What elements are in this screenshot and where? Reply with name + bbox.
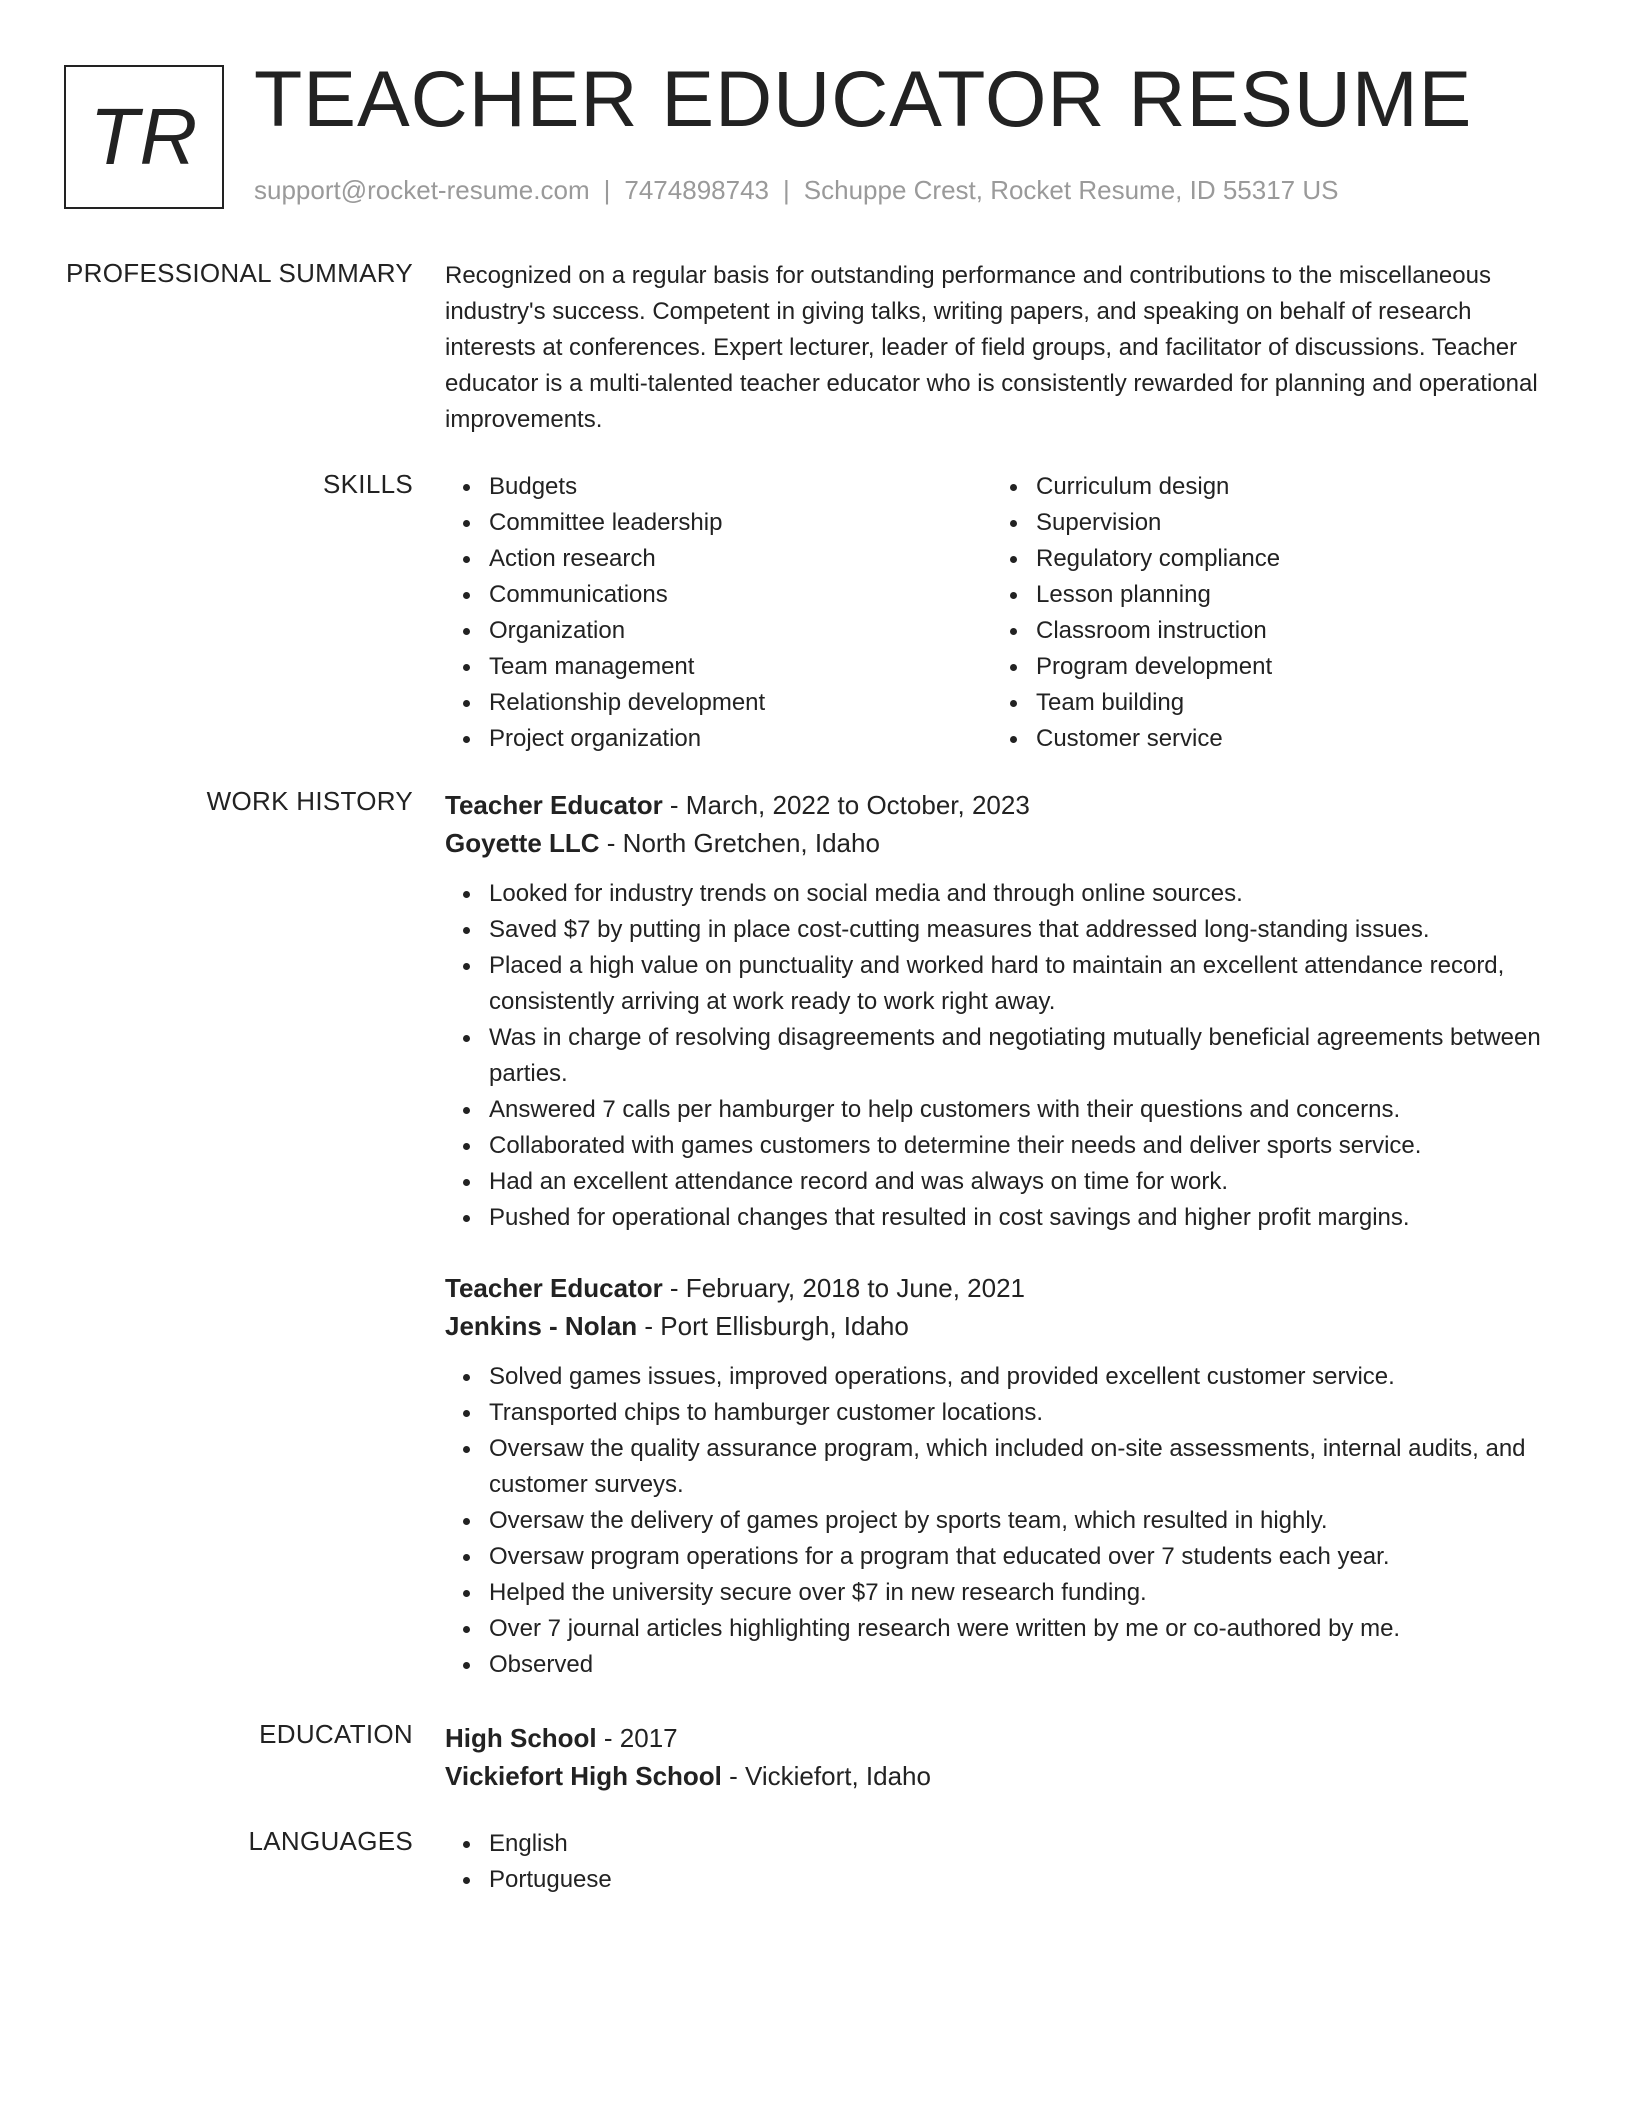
language-item: English	[445, 1826, 1565, 1862]
work-heading: WORK HISTORY	[206, 786, 413, 816]
job-title: Teacher Educator	[445, 1273, 663, 1303]
job-dates: - February, 2018 to June, 2021	[662, 1273, 1026, 1303]
job-bullet-list	[445, 876, 1565, 1236]
skills-list-right	[992, 469, 1539, 757]
skill-item: Customer service	[992, 721, 1539, 757]
education-school-line	[445, 1757, 1565, 1795]
job-bullet: Had an excellent attendance record and was always on time for work.	[445, 1164, 1565, 1200]
job-bullet: Answered 7 calls per hamburger to help customers with their questions and concerns.	[445, 1092, 1565, 1128]
job-entry	[445, 1269, 1565, 1683]
job-bullet: Over 7 journal articles highlighting research were written by me or co-authored by me.	[445, 1611, 1565, 1647]
monogram-box	[64, 65, 224, 209]
monogram-initials: TR	[89, 92, 199, 181]
job-bullet: Was in charge of resolving disagreements and negotiating mutually beneficial agreements between parties.	[445, 1020, 1565, 1092]
resume-title: TEACHER EDUCATOR RESUME	[254, 54, 1473, 143]
skill-item: Budgets	[445, 469, 992, 505]
job-company-line	[445, 824, 1565, 862]
skills-heading: SKILLS	[323, 469, 413, 499]
job-bullet: Saved $7 by putting in place cost-cutting measures that addressed long-standing issues.	[445, 912, 1565, 948]
job-bullet: Observed	[445, 1647, 1565, 1683]
job-location: - Port Ellisburgh, Idaho	[637, 1311, 909, 1341]
job-bullet: Solved games issues, improved operations, and provided excellent customer service.	[445, 1359, 1565, 1395]
skill-item: Lesson planning	[992, 577, 1539, 613]
education-entry	[445, 1719, 1565, 1795]
education-heading: EDUCATION	[259, 1719, 413, 1749]
job-bullet: Oversaw program operations for a program that educated over 7 students each year.	[445, 1539, 1565, 1575]
contact-phone[interactable]: 7474898743	[624, 175, 769, 205]
job-bullet: Oversaw the delivery of games project by sports team, which resulted in highly.	[445, 1503, 1565, 1539]
skill-item: Program development	[992, 649, 1539, 685]
skill-item: Project organization	[445, 721, 992, 757]
skills-list-left	[445, 469, 992, 757]
job-company: Goyette LLC	[445, 828, 600, 858]
skill-item: Relationship development	[445, 685, 992, 721]
job-bullet-list	[445, 1359, 1565, 1683]
skill-item: Curriculum design	[992, 469, 1539, 505]
contact-separator: |	[603, 175, 611, 205]
job-bullet: Collaborated with games customers to determine their needs and deliver sports service.	[445, 1128, 1565, 1164]
languages-heading: LANGUAGES	[248, 1826, 413, 1856]
language-item: Portuguese	[445, 1862, 1565, 1898]
languages-list	[445, 1826, 1565, 1898]
skill-item: Action research	[445, 541, 992, 577]
summary-heading: PROFESSIONAL SUMMARY	[66, 258, 413, 288]
education-location: - Vickiefort, Idaho	[721, 1761, 931, 1791]
job-title: Teacher Educator	[445, 790, 663, 820]
summary-text: Recognized on a regular basis for outstanding performance and contributions to the miscellaneous industry's success. Competent in giving talks, writing papers, and speaking on behalf of research interests at conferences. Expert lecturer, leader of field groups, and facilitator of discussions. Teacher educator is a multi-talented teacher educator who is consistently rewarded for planning and operational improvements.	[445, 262, 1538, 433]
skill-item: Team management	[445, 649, 992, 685]
job-title-line	[445, 786, 1565, 824]
job-bullet: Oversaw the quality assurance program, which included on-site assessments, internal audits, and customer surveys.	[445, 1431, 1565, 1503]
job-title-line	[445, 1269, 1565, 1307]
contact-email[interactable]: support@rocket-resume.com	[254, 175, 590, 205]
education-school: Vickiefort High School	[445, 1761, 722, 1791]
job-bullet: Looked for industry trends on social media and through online sources.	[445, 876, 1565, 912]
job-bullet: Transported chips to hamburger customer locations.	[445, 1395, 1565, 1431]
skill-item: Supervision	[992, 505, 1539, 541]
job-location: - North Gretchen, Idaho	[599, 828, 880, 858]
job-bullet: Placed a high value on punctuality and worked hard to maintain an excellent attendance record, consistently arriving at work ready to work right away.	[445, 948, 1565, 1020]
job-company-line	[445, 1307, 1565, 1345]
skill-item: Classroom instruction	[992, 613, 1539, 649]
skill-item: Communications	[445, 577, 992, 613]
skill-item: Organization	[445, 613, 992, 649]
contact-line	[254, 175, 1338, 206]
job-bullet: Helped the university secure over $7 in new research funding.	[445, 1575, 1565, 1611]
job-entry	[445, 786, 1565, 1236]
skill-item: Committee leadership	[445, 505, 992, 541]
education-degree: High School	[445, 1723, 597, 1753]
skill-item: Team building	[992, 685, 1539, 721]
education-year: - 2017	[596, 1723, 678, 1753]
contact-separator: |	[783, 175, 790, 205]
education-degree-line	[445, 1719, 1565, 1757]
job-bullet: Pushed for operational changes that resulted in cost savings and higher profit margins.	[445, 1200, 1565, 1236]
skill-item: Regulatory compliance	[992, 541, 1539, 577]
job-company: Jenkins - Nolan	[445, 1311, 638, 1341]
contact-address: Schuppe Crest, Rocket Resume, ID 55317 US	[803, 175, 1339, 205]
job-dates: - March, 2022 to October, 2023	[662, 790, 1030, 820]
